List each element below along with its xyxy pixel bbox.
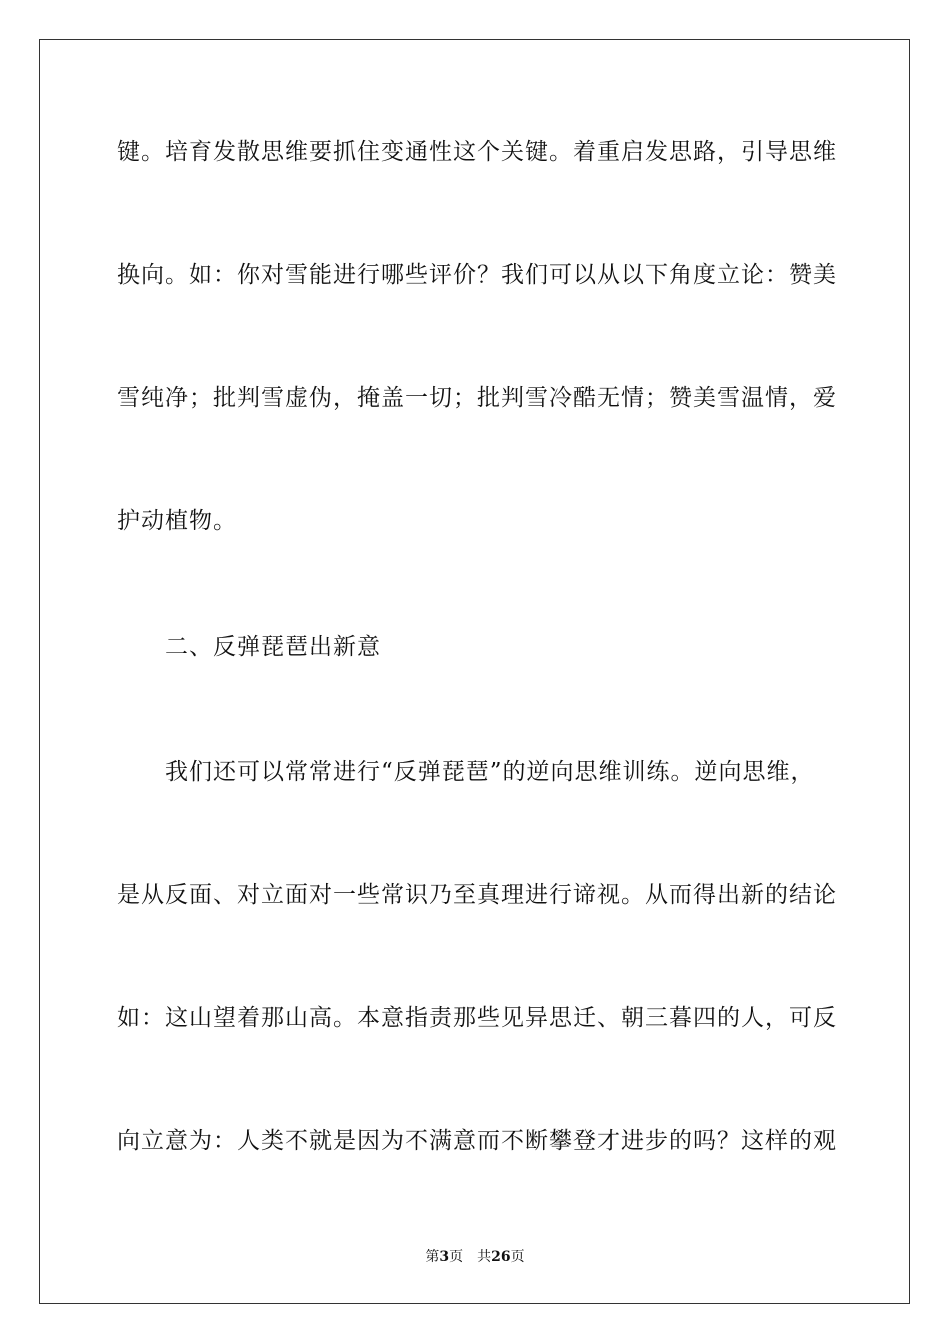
footer-total-pages: 26 [491, 1249, 511, 1265]
body-line-7: 是从反面、对立面对一些常识乃至真理进行谛视。从而得出新的结论 [117, 882, 837, 908]
body-line-3: 雪纯净；批判雪虚伪，掩盖一切；批判雪冷酷无情；赞美雪温情，爱 [117, 385, 837, 411]
body-line-4: 护动植物。 [117, 508, 237, 534]
page-footer [0, 1248, 950, 1266]
footer-page-number: 3 [439, 1249, 450, 1265]
footer-total-suffix: 页 [510, 1249, 525, 1265]
section-heading: 二、反弹琵琶出新意 [165, 634, 381, 660]
body-line-6: 我们还可以常常进行“反弹琵琶”的逆向思维训练。逆向思维， [165, 759, 815, 785]
page-border [39, 39, 910, 1304]
footer-page-prefix: 第 [425, 1249, 440, 1265]
body-line-9: 向立意为：人类不就是因为不满意而不断攀登才进步的吗？这样的观 [117, 1128, 837, 1154]
footer-page-suffix: 页 [449, 1249, 464, 1265]
body-line-2: 换向。如：你对雪能进行哪些评价？我们可以从以下角度立论：赞美 [117, 262, 837, 288]
body-line-8: 如：这山望着那山高。本意指责那些见异思迁、朝三暮四的人，可反 [117, 1005, 837, 1031]
footer-total-prefix: 共 [477, 1249, 492, 1265]
body-line-1: 键。培育发散思维要抓住变通性这个关键。着重启发思路，引导思维 [117, 139, 837, 165]
